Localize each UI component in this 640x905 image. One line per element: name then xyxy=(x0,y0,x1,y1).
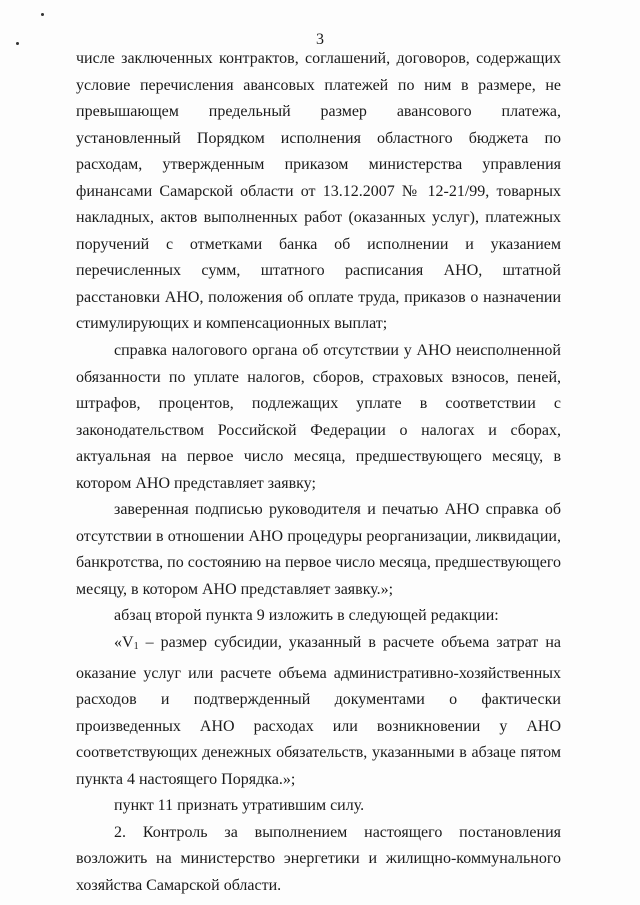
document-body xyxy=(76,46,561,900)
paragraph-point-11-repeal: пункт 11 признать утратившим силу. xyxy=(114,797,365,815)
paragraph-tax-certificate: справка налогового органа об отсутствии у АНО неисполненной обязанности по уплате налогов, сборов, страховых взносов, пеней, штрафов, процентов, подлежащих уплате в соответствии с законодательством Российской Федерации о налогах и сборах, актуальная на первое число месяца, предшествующего месяцу, в котором АНО представляет заявку; xyxy=(76,342,561,492)
scan-speck xyxy=(41,13,44,16)
formula-definition: – размер субсидии, указанный в расчете объема затрат на оказание услуг или расчете объема административно-хозяйственных расходов и подтвержденный документами о фактически произведенных АНО расходах или возникновении у АНО соответствующих денежных обязательств, указанными в абзаце пятом пункта 4 настоящего Порядка.»; xyxy=(76,634,561,788)
paragraph-documents-list: числе заключенных контрактов, соглашений, договоров, содержащих условие перечисления авансовых платежей по ним в размере, не превышающем предельный размер авансового платежа, установленный Порядком исполнения областного бюджета по расходам, утвержденным приказом министерства управления финансами Самарской области от 13.12.2007 № 12-21/99, товарных накладных, актов выполненных работ (оказанных услуг), платежных поручений с отметками банка об исполнении и указанием перечисленных сумм, штатного расписания АНО, штатной расстановки АНО, положения об оплате труда, приказов о назначении стимулирующих и компенсационных выплат; xyxy=(76,50,561,333)
paragraph-control-clause: 2. Контроль за выполнением настоящего постановления возложить на министерство энергетики и жилищно-коммунального хозяйства Самарской области. xyxy=(76,823,561,894)
formula-subscript: 1 xyxy=(133,641,139,653)
formula-variable: «V xyxy=(114,634,134,652)
paragraph-reorganization-certificate: заверенная подписью руководителя и печатью АНО справка об отсутствии в отношении АНО процедуры реорганизации, ликвидации, банкротства, по состоянию на первое число месяца, предшествующего месяцу, в котором АНО представляет заявку.»; xyxy=(76,501,561,598)
paragraph-subsidy-formula xyxy=(76,630,561,793)
page-number: 3 xyxy=(316,31,324,48)
paragraph-amendment-point-9: абзац второй пункта 9 изложить в следующей редакции: xyxy=(114,607,499,625)
